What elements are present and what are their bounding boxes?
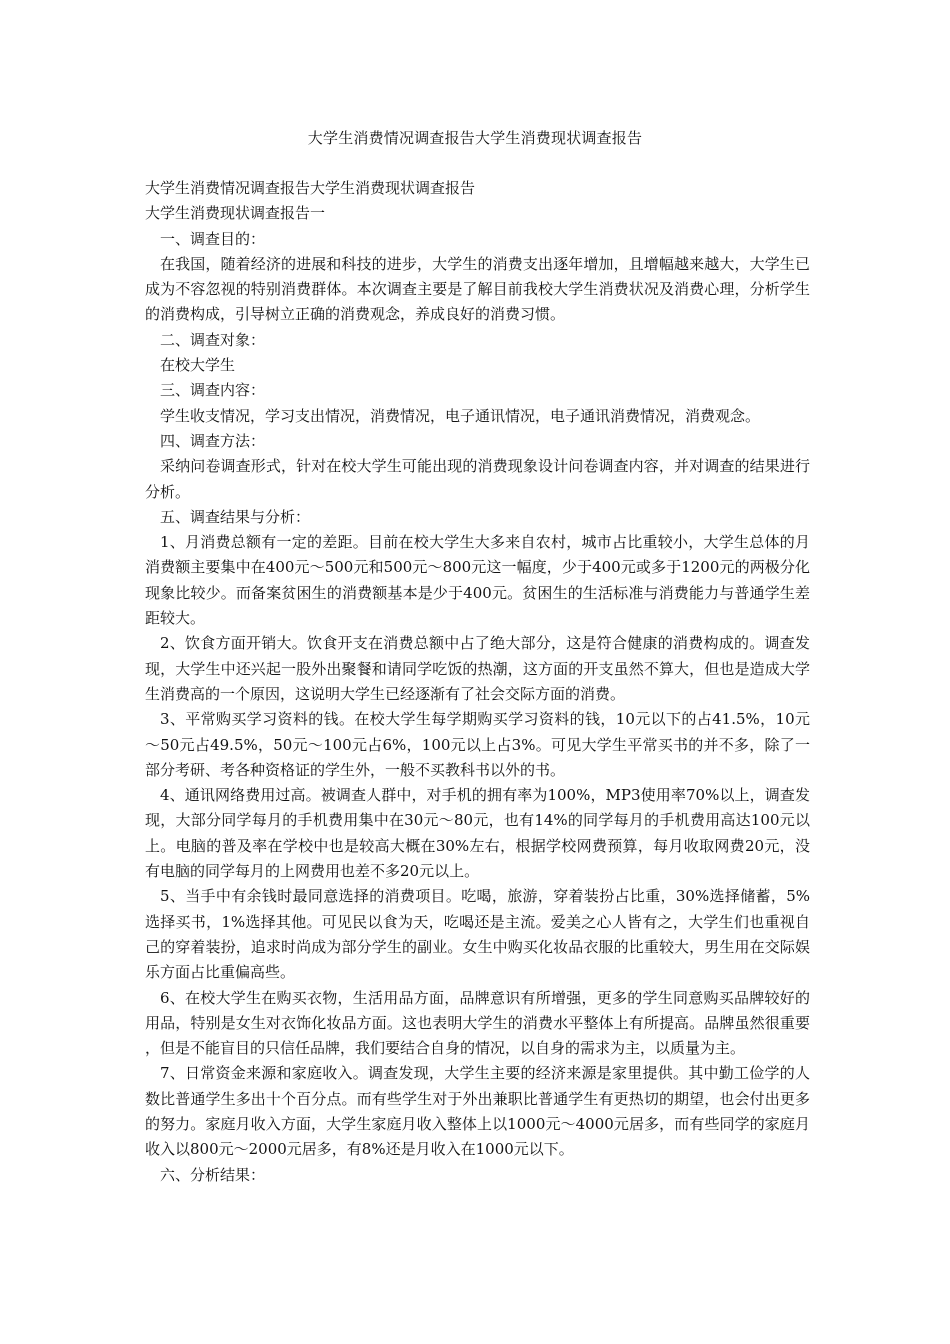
paragraph-subjects: 在校大学生 <box>160 356 236 375</box>
document-heading: 大学生消费情况调查报告大学生消费现状调查报告 <box>145 179 476 197</box>
document-body <box>145 176 810 1188</box>
document-title: 大学生消费情况调查报告大学生消费现状调查报告 <box>307 129 643 147</box>
result-item-5: 5、当手中有余钱时最同意选择的消费项目。吃喝，旅游，穿着装扮占比重，30%选择储蓄，5%选择买书，1%选择其他。可见民以食为天，吃喝还是主流。爱美之心人皆有之，大学生们也重视自己的穿着装扮，追求时尚成为部分学生的副业。女生中购买化妆品衣服的比重较大，男生用在交际娱乐方面占比重偏高些。 <box>145 887 810 982</box>
paragraph-purpose: 在我国，随着经济的进展和科技的进步，大学生的消费支出逐年增加，且增幅越来越大，大学生已成为不容忽视的特别消费群体。本次调查主要是了解目前我校大学生消费状况及消费心理，分析学生的消费构成，引导树立正确的消费观念，养成良好的消费习惯。 <box>145 254 810 324</box>
document-subheading: 大学生消费现状调查报告一 <box>145 204 326 223</box>
section-heading-results: 五、调查结果与分析： <box>160 507 311 526</box>
section-heading-subjects: 二、调查对象： <box>160 330 266 349</box>
section-heading-analysis: 六、分析结果： <box>160 1165 266 1184</box>
paragraph-method: 采纳问卷调查形式，针对在校大学生可能出现的消费现象设计问卷调查内容，并对调查的结果进行分析。 <box>145 457 810 501</box>
result-item-2: 2、饮食方面开销大。饮食开支在消费总额中占了绝大部分，这是符合健康的消费构成的。调查发现，大学生中还兴起一股外出聚餐和请同学吃饭的热潮，这方面的开支虽然不算大，但也是造成大学生消费高的一个原因，这说明大学生已经逐渐有了社会交际方面的消费。 <box>145 634 810 703</box>
section-heading-purpose: 一、调查目的： <box>160 229 266 248</box>
result-item-6: 6、在校大学生在购买衣物，生活用品方面，品牌意识有所增强，更多的学生同意购买品牌较好的用品，特别是女生对衣饰化妆品方面。这也表明大学生的消费水平整体上有所提高。品牌虽然很重要，但是不能盲目的只信任品牌，我们要结合自身的情况，以自身的需求为主，以质量为主。 <box>145 988 810 1058</box>
result-item-4: 4、通讯网络费用过高。被调查人群中，对手机的拥有率为100%，MP3使用率70%以上，调查发现，大部分同学每月的手机费用集中在30元～80元，也有14%的同学每月的手机费用高达100元以上。电脑的普及率在学校中也是较高大概在30%左右，根据学校网费预算，每月收取网费20元，没有电脑的同学每月的上网费用也差不多20元以上。 <box>145 786 810 881</box>
section-heading-method: 四、调查方法： <box>160 431 266 450</box>
paragraph-content: 学生收支情况，学习支出情况，消费情况，电子通讯情况，电子通讯消费情况，消费观念。 <box>160 406 761 425</box>
result-item-1: 1、月消费总额有一定的差距。目前在校大学生大多来自农村，城市占比重较小，大学生总体的月消费额主要集中在400元～500元和500元～800元这一幅度，少于400元或多于1200元的两极分化现象比较少。而备案贫困生的消费额基本是少于400元。贫困生的生活标准与消费能力与普通学生差距较大。 <box>145 533 810 628</box>
result-item-3: 3、平常购买学习资料的钱。在校大学生每学期购买学习资料的钱，10元以下的占41.5%，10元～50元占49.5%，50元～100元占6%，100元以上占3%。可见大学生平常买书的并不多，除了一部分考研、考各种资格证的学生外，一般不买教科书以外的书。 <box>145 710 810 779</box>
section-heading-content: 三、调查内容： <box>160 381 266 400</box>
result-item-7: 7、日常资金来源和家庭收入。调查发现，大学生主要的经济来源是家里提供。其中勤工俭学的人数比普通学生多出十个百分点。而有些学生对于外出兼职比普通学生有更热切的期望，也会付出更多的努力。家庭月收入方面，大学生家庭月收入整体上以1000元～4000元居多，而有些同学的家庭月收入以800元～2000元居多，有8%还是月收入在1000元以下。 <box>145 1064 810 1159</box>
